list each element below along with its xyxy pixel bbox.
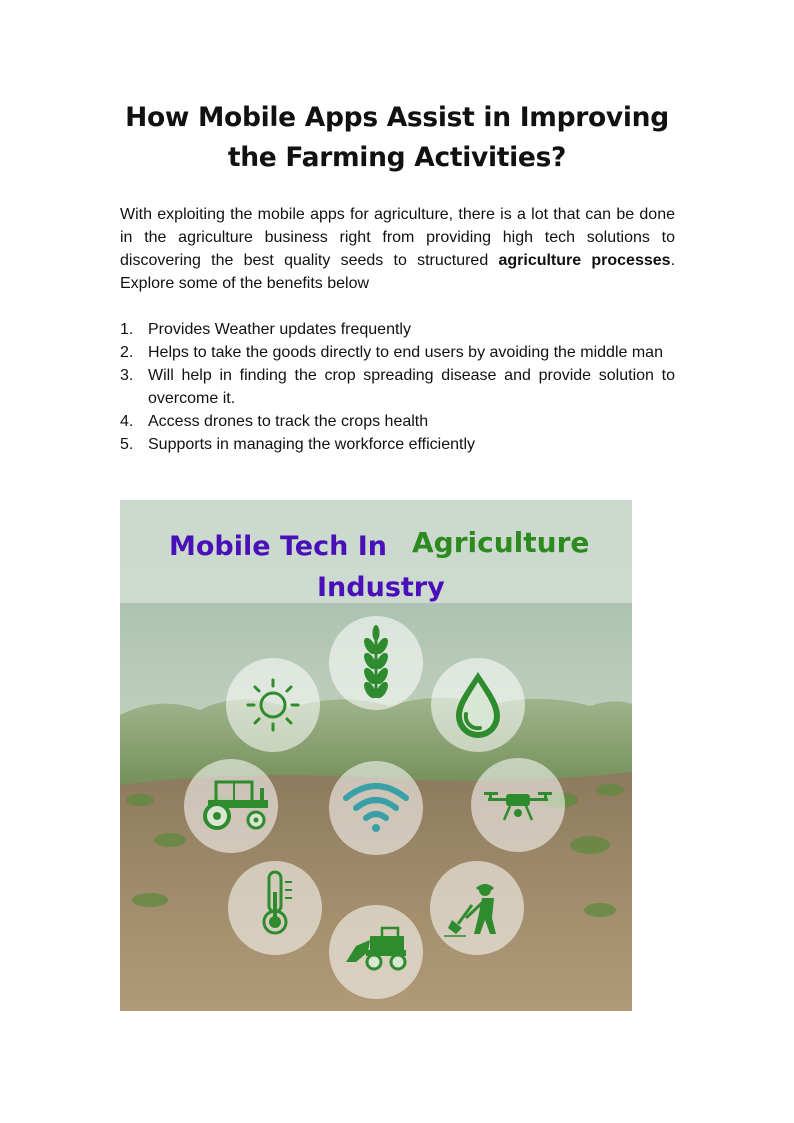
title-line-2: the Farming Activities? — [227, 142, 567, 173]
infographic-heading-part3: Industry — [317, 572, 445, 603]
list-item-text: Provides Weather updates frequently — [148, 321, 411, 338]
infographic-image — [120, 500, 632, 1011]
intro-bold-term: agriculture processes — [498, 252, 671, 269]
intro-paragraph — [120, 203, 675, 295]
infographic-svg — [120, 500, 632, 1011]
list-item — [120, 364, 675, 410]
intro-text-end: . Explore some of the benefits below — [120, 252, 676, 292]
list-number: 2. — [120, 344, 134, 361]
list-item — [120, 433, 675, 456]
page-title — [60, 98, 734, 178]
list-number: 5. — [120, 436, 134, 453]
infographic-heading-part1: Mobile Tech In — [169, 531, 388, 562]
list-number: 4. — [120, 413, 134, 430]
list-item — [120, 410, 675, 433]
list-item — [120, 318, 675, 341]
title-line-1: How Mobile Apps Assist in Improving — [125, 102, 669, 133]
list-item-text: Access drones to track the crops health — [148, 413, 429, 430]
list-number: 1. — [120, 321, 134, 338]
list-number: 3. — [120, 367, 134, 384]
intro-text-start: With exploiting the mobile apps for agriculture, there is a lot that can be done in the agriculture business right from providing high tech solutions to discovering the best quality seeds to structured — [120, 206, 675, 269]
infographic-heading-part2: Agriculture — [412, 526, 590, 559]
list-item — [120, 341, 675, 364]
list-item-text: Helps to take the goods directly to end users by avoiding the middle man — [148, 344, 663, 361]
list-item-text: Supports in managing the workforce efficiently — [148, 436, 475, 453]
list-item-text: Will help in finding the crop spreading disease and provide solution to overcome it. — [148, 367, 675, 407]
benefits-list — [120, 318, 675, 456]
